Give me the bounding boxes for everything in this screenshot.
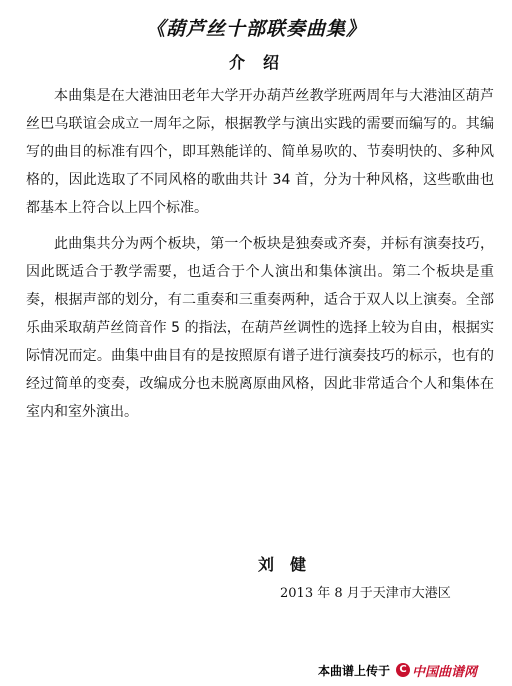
- author-name: 刘健: [258, 555, 323, 574]
- document-title: 《葫芦丝十部联奏曲集》: [145, 18, 366, 40]
- site-logo-text: 中国曲谱网: [412, 664, 478, 680]
- upload-notice: 本曲谱上传于: [318, 663, 391, 678]
- document-date: 2013 年 8 月于天津市大港区: [280, 586, 451, 601]
- section-heading: 介绍: [228, 53, 297, 72]
- paragraph-2: 此曲集共分为两个板块，第一个板块是独奏或齐奏，并标有演奏技巧，因此既适合于教学需要，也适合于个人演出和集体演出。第二个板块是重奏，根据声部的划分，有二重奏和三重奏两种，适合于双人以上演奏。全部乐曲采取葫芦丝筒音作 5 的指法，在葫芦丝调性的选择上较为自由，根据实际情况而定。曲集中曲目有的是按照原有谱子进行演奏技巧的标示，也有的经过简单的变奏，改编成分也未脱离原曲风格，因此非常适合个人和集体在室内和室外演出。: [26, 236, 494, 420]
- footer: [318, 660, 477, 680]
- document-body: [26, 82, 494, 434]
- site-logo[interactable]: [396, 661, 477, 680]
- paragraph-1: 本曲集是在大港油田老年大学开办葫芦丝教学班两周年与大港油区葫芦丝巴乌联谊会成立一周年之际，根据教学与演出实践的需要而编写的。其编写的曲目的标准有四个，即耳熟能详的、简单易吹的、节奏明快的、多种风格的，因此选取了不同风格的歌曲共计 34 首，分为十种风格，这些歌曲也都基本上符合以上四个标准。: [26, 88, 494, 216]
- site-logo-icon: C: [396, 663, 410, 677]
